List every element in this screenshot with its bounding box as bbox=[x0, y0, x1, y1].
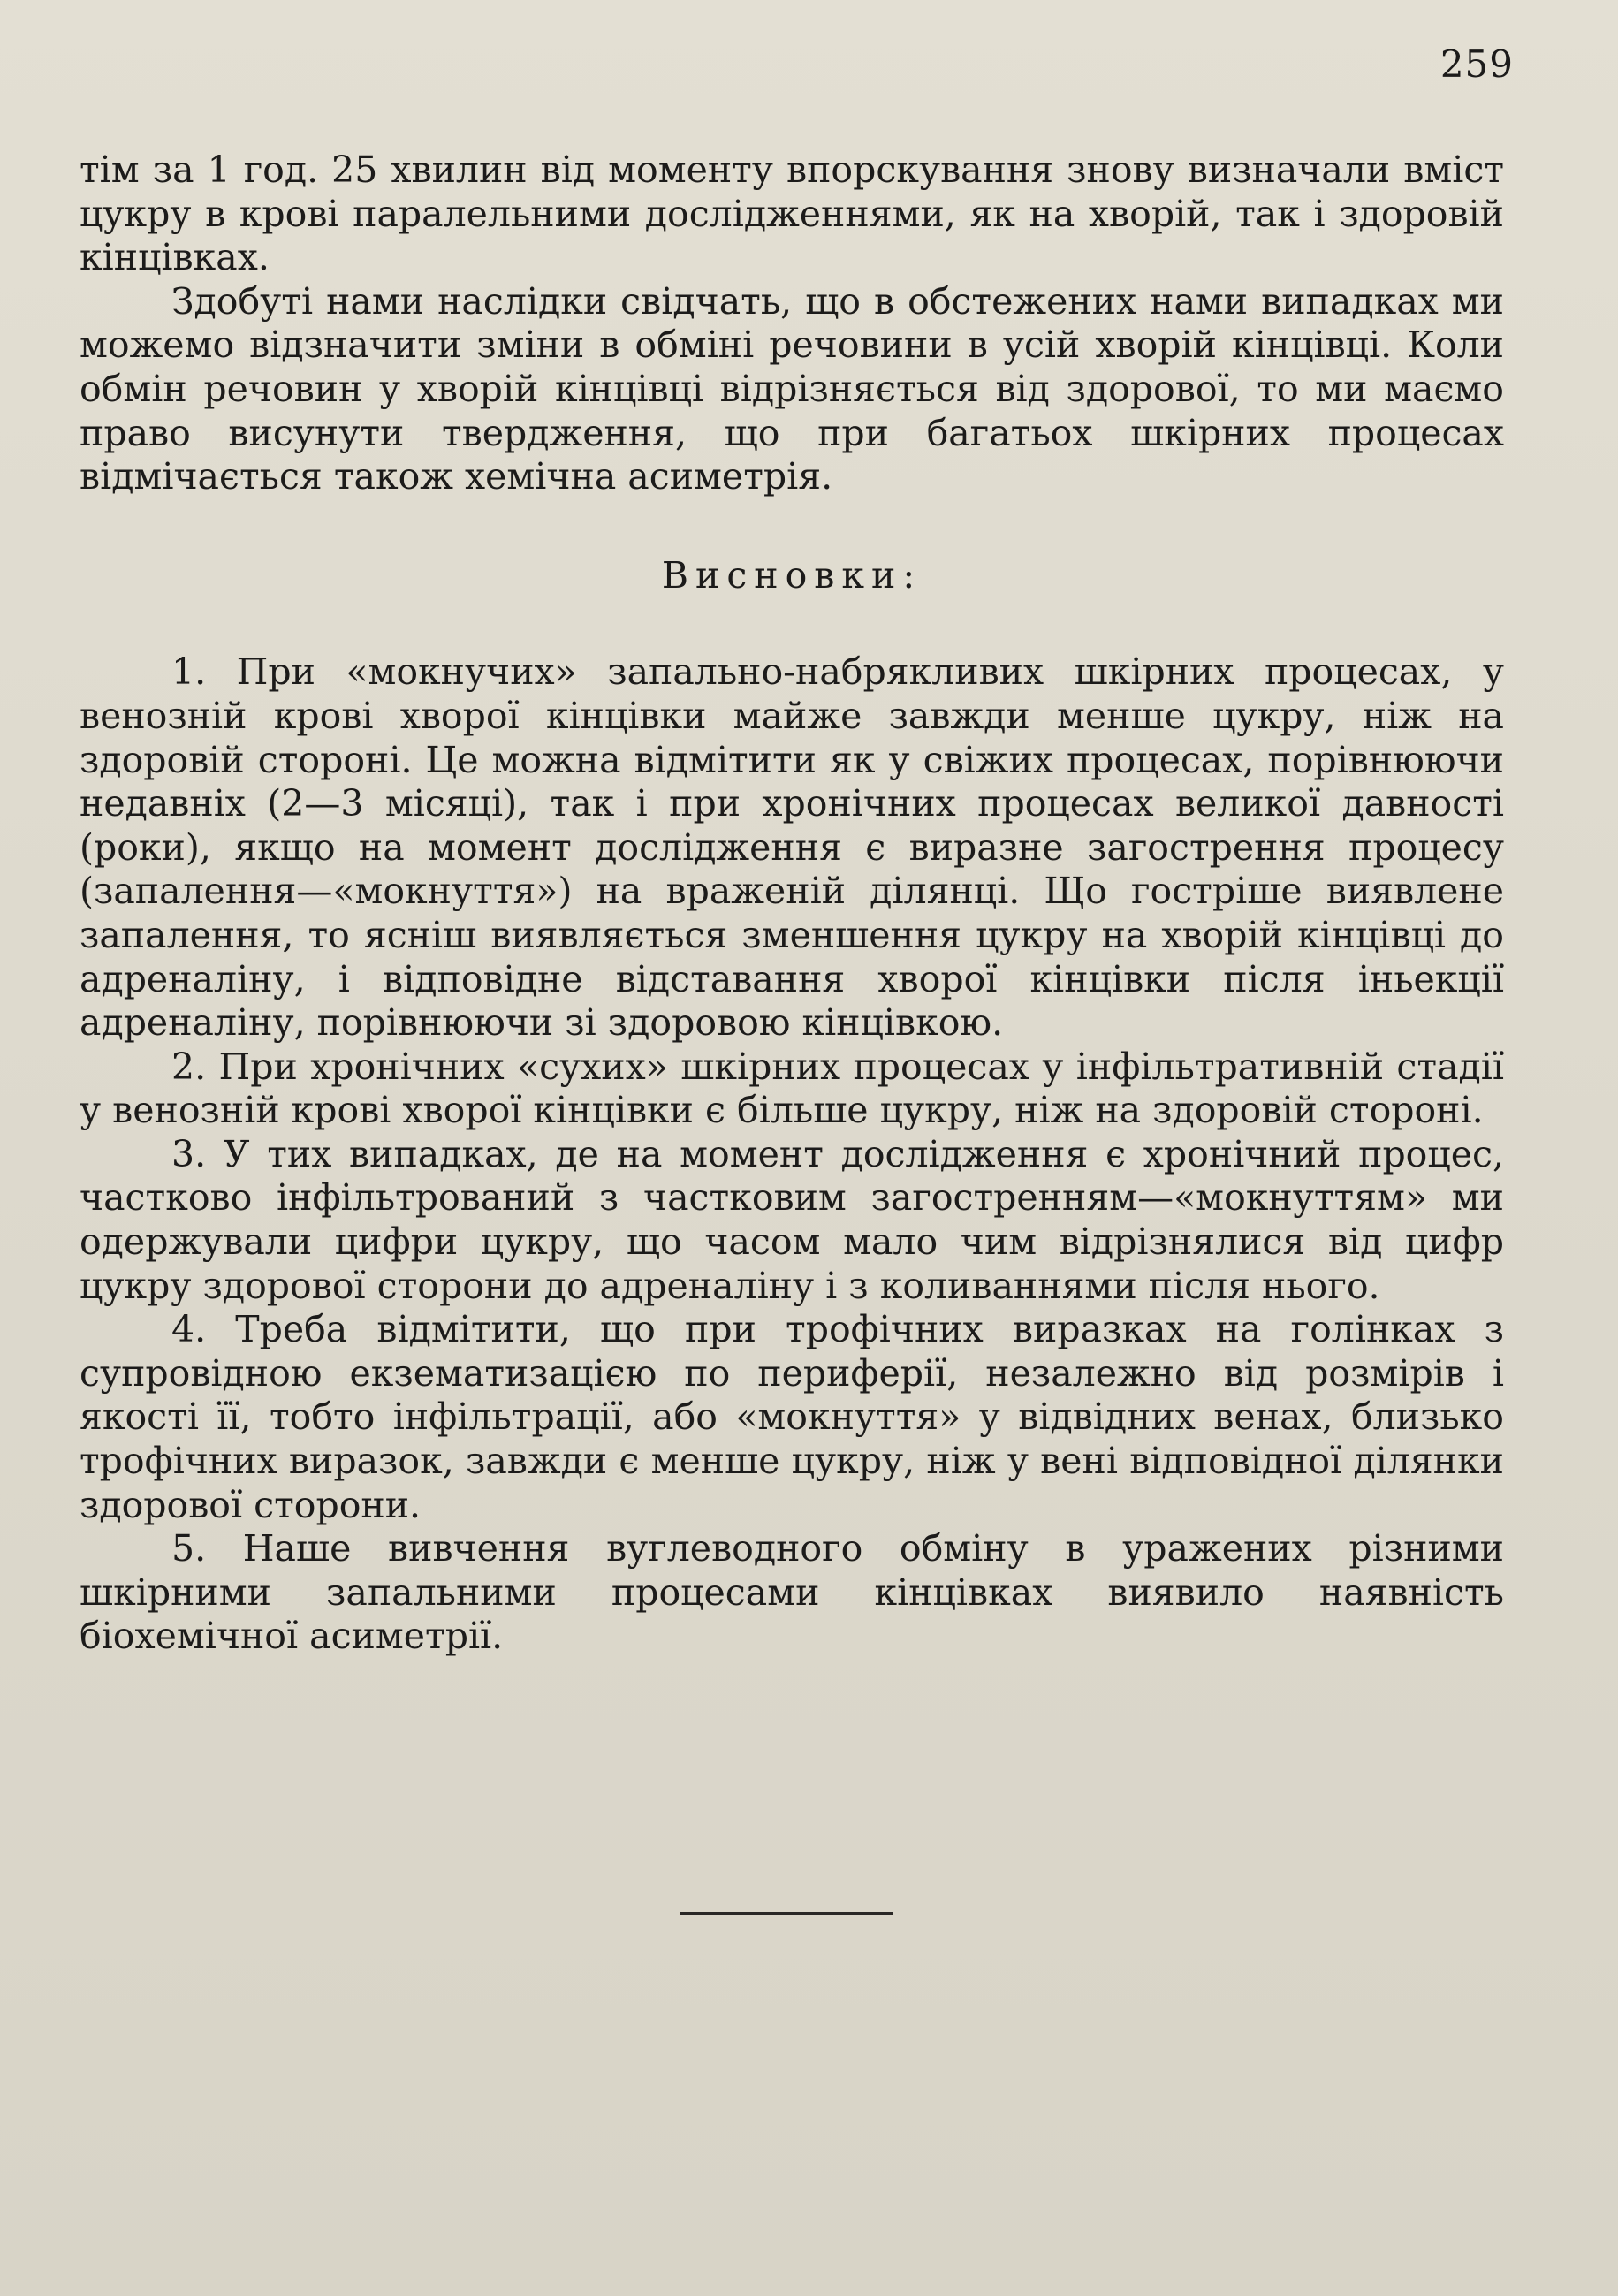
paragraph-continuation: тім за 1 год. 25 хвилин від моменту впорскування знову визначали вміст цукру в крові паралельними дослідженнями, як на хворій, так і здоровій кінцівках. bbox=[80, 148, 1504, 279]
conclusion-item: 5. Наше вивчення вуглеводного обміну в уражених різними шкірними запальними процесами кінцівках виявило наявність біохемічної асиметрії. bbox=[80, 1527, 1504, 1658]
conclusion-item: 2. При хронічних «сухих» шкірних процесах у інфільтративній стадії у венозній крові хворої кінцівки є більше цукру, ніж на здоровій стороні. bbox=[80, 1045, 1504, 1132]
conclusion-item: 4. Треба відмітити, що при трофічних виразках на голінках з супровідною екзематизацією по периферії, незалежно від розмірів і якості її, тобто інфільтрації, або «мокнуття» у відвідних венах, близько трофічних виразок, завжди є менше цукру, ніж у вені відповідної ділянки здорової сторони. bbox=[80, 1308, 1504, 1526]
conclusion-item: 3. У тих випадках, де на момент дослідження є хронічний процес, частково інфільтрований з частковим загостренням—«мокнуттям» ми одержували цифри цукру, що часом мало чим відрізнялися від цифр цукру здорової сторони до адреналіну і з коливаннями після нього. bbox=[80, 1132, 1504, 1307]
conclusion-item: 1. При «мокнучих» запально-набрякливих шкірних процесах, у венозній крові хворої кінцівки майже завжди менше цукру, ніж на здоровій стороні. Це можна відмітити як у свіжих процесах, порівнюючи недавніх (2—3 місяці), так і при хронічних процесах великої давності (роки), якщо на момент дослідження є виразне загострення процесу (запалення—«мокнуття») на враженій ділянці. Що гостріше виявлене запалення, то ясніш виявляється зменшення цукру на хворій кінцівці до адреналіну, і відповідне відставання хворої кінцівки після іньекції адреналіну, порівнюючи зі здоровою кінцівкою. bbox=[80, 650, 1504, 1045]
section-end-rule bbox=[680, 1912, 893, 1915]
body-text bbox=[80, 148, 1504, 1659]
section-heading: Висновки: bbox=[661, 553, 923, 597]
paragraph-results: Здобуті нами наслідки свідчать, що в обстежених нами випадках ми можемо відзначити зміни в обміні речовини в усій хворій кінцівці. Коли обмін речовин у хворій кінцівці відрізняється від здорової, то ми маємо право висунути твердження, що при багатьох шкірних процесах відмічається також хемічна асиметрія. bbox=[80, 279, 1504, 498]
page-number: 259 bbox=[1439, 42, 1514, 86]
